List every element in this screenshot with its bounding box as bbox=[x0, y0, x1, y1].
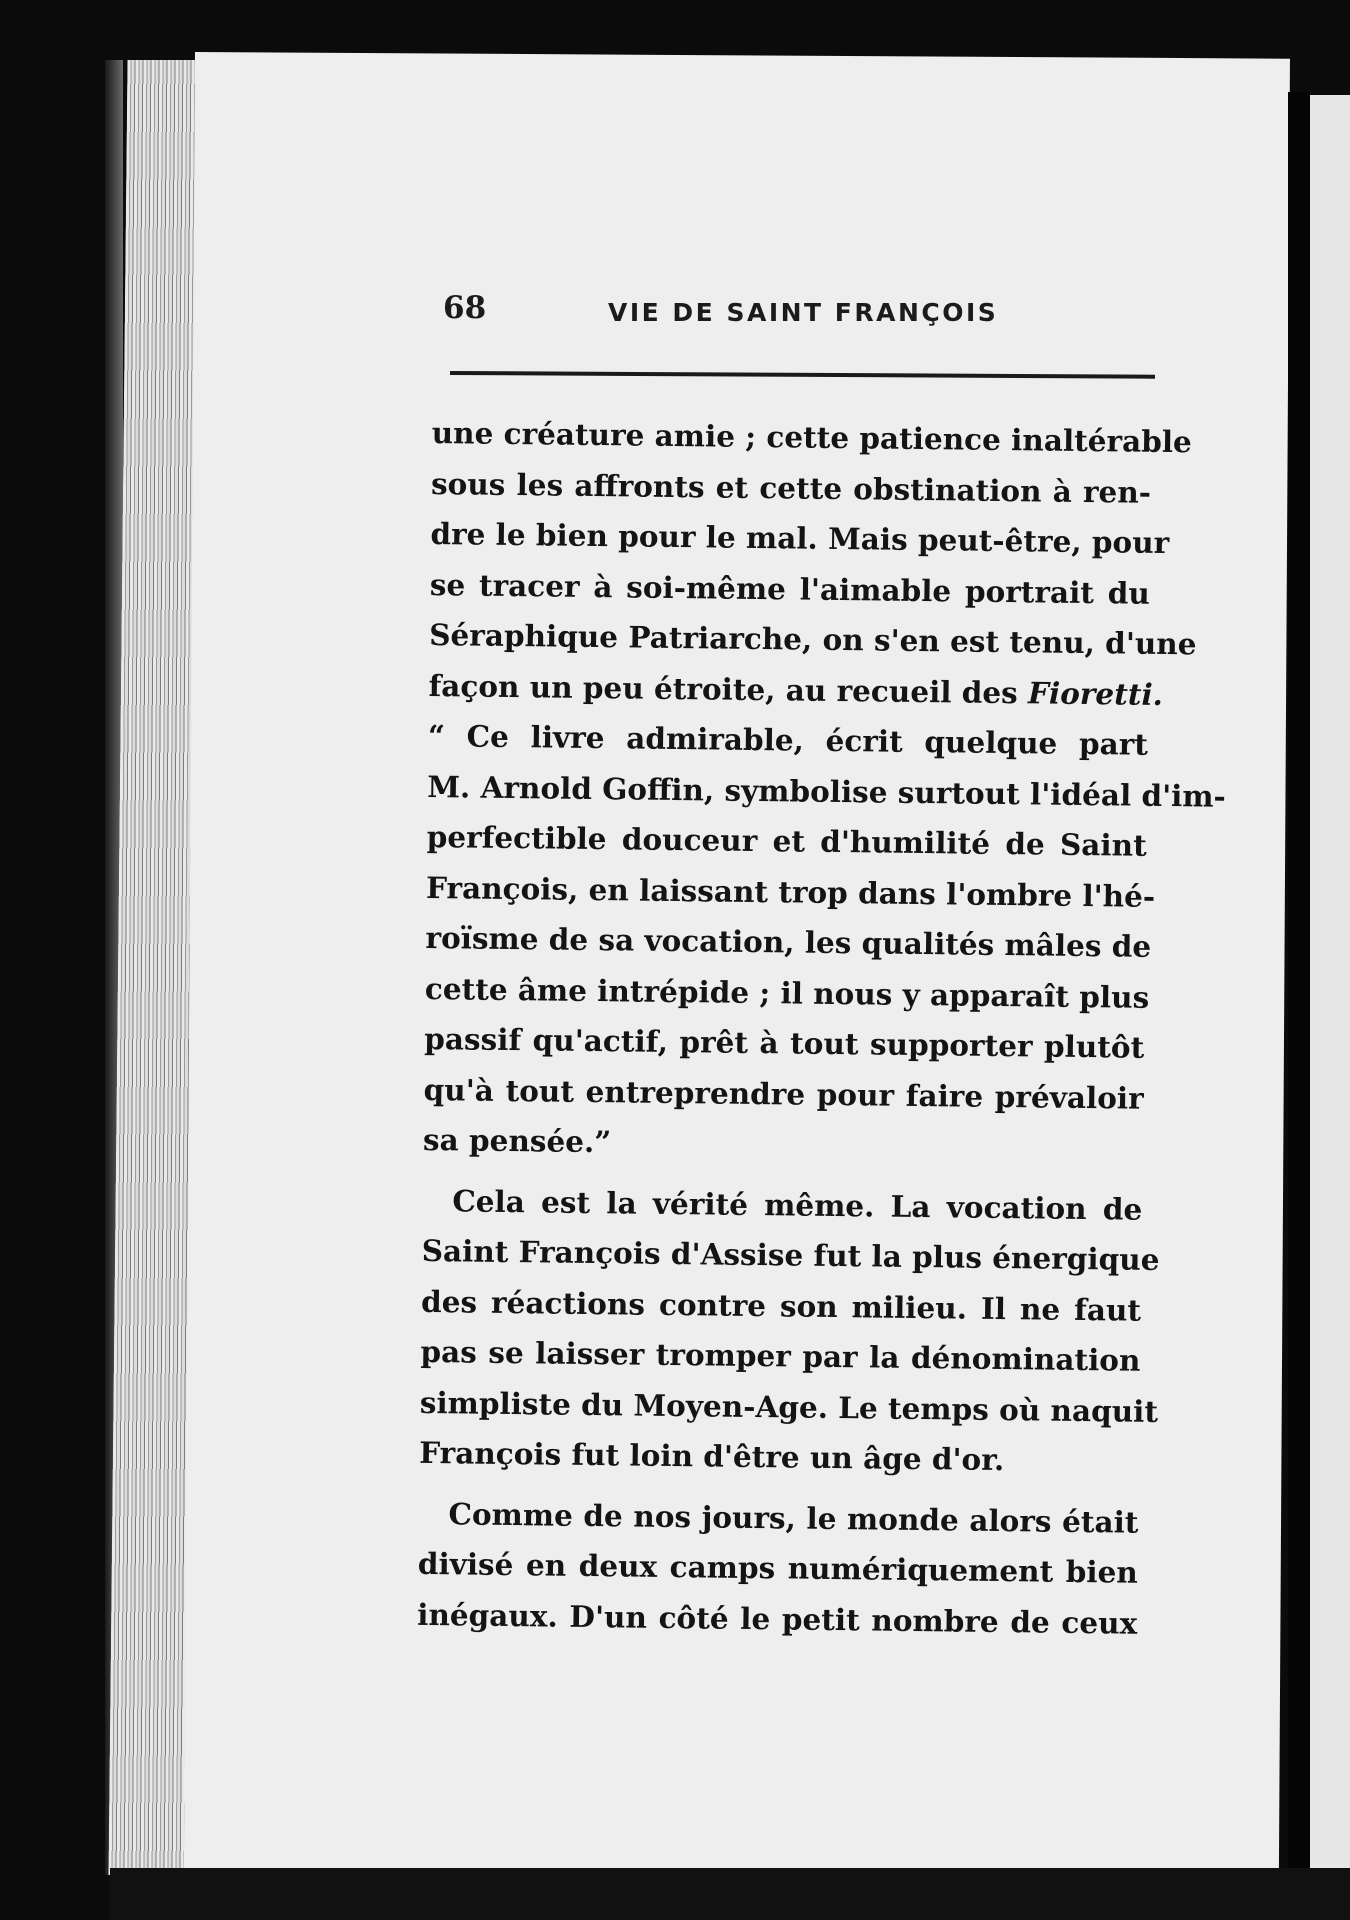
text-line: perfectible douceur et d'humilité de Saint bbox=[426, 818, 1147, 863]
text-line: Comme de nos jours, le monde alors était bbox=[448, 1495, 1139, 1540]
next-page-edge bbox=[1310, 95, 1350, 1895]
text-line: François, en laissant trop dans l'ombre l'hé- bbox=[425, 869, 1156, 914]
page-gutter bbox=[1288, 92, 1310, 1892]
text-line: inégaux. D'un côté le petit nombre de ceux bbox=[417, 1596, 1138, 1641]
text-line: roïsme de sa vocation, les qualités mâles de bbox=[425, 919, 1152, 964]
text-line: “ Ce livre admirable, écrit quelque part bbox=[427, 717, 1149, 762]
text-line: une créature amie ; cette patience inaltérable bbox=[431, 414, 1193, 460]
text-line: des réactions contre son milieu. Il ne faut bbox=[420, 1283, 1142, 1328]
paragraph-1 bbox=[422, 408, 1227, 1174]
text-line: sous les affronts et cette obstination à ren- bbox=[430, 465, 1152, 510]
text-line bbox=[428, 660, 1164, 719]
text-line: Saint François d'Assise fut la plus énergique bbox=[421, 1232, 1160, 1277]
text-fragment: façon un peu étroite, au recueil des bbox=[428, 667, 1019, 710]
page-number: 68 bbox=[443, 290, 487, 326]
text-line: divisé en deux camps numériquement bien bbox=[417, 1545, 1139, 1590]
body-text bbox=[417, 408, 1227, 1649]
text-line: M. Arnold Goffin, symbolise surtout l'idéal d'im- bbox=[427, 768, 1227, 814]
paragraph-2 bbox=[419, 1175, 1160, 1487]
bottom-shadow bbox=[110, 1868, 1350, 1920]
page-header bbox=[443, 290, 1163, 350]
text-line: sa pensée.” bbox=[422, 1121, 612, 1160]
fioretti-title: Fioretti. bbox=[1027, 674, 1164, 712]
text-line: se tracer à soi-même l'aimable portrait du bbox=[429, 566, 1151, 611]
text-line: cette âme intrépide ; il nous y apparaît plus bbox=[424, 970, 1150, 1015]
text-line: François fut loin d'être un âge d'or. bbox=[419, 1434, 1005, 1478]
text-line: simpliste du Moyen-Age. Le temps où naquit bbox=[419, 1384, 1159, 1429]
running-title: VIE DE SAINT FRANÇOIS bbox=[608, 298, 999, 327]
text-line: dre le bien pour le mal. Mais peut-être, pour bbox=[430, 515, 1170, 561]
text-line: pas se laisser tromper par la dénomination bbox=[420, 1333, 1141, 1378]
text-line: Séraphique Patriarche, on s'en est tenu, d'une bbox=[429, 616, 1197, 662]
text-line: Cela est la vérité même. La vocation de bbox=[452, 1182, 1143, 1227]
text-line: passif qu'actif, prêt à tout supporter plutôt bbox=[424, 1020, 1145, 1065]
text-line: qu'à tout entreprendre pour faire prévaloir bbox=[423, 1071, 1144, 1116]
paragraph-3 bbox=[417, 1488, 1139, 1648]
